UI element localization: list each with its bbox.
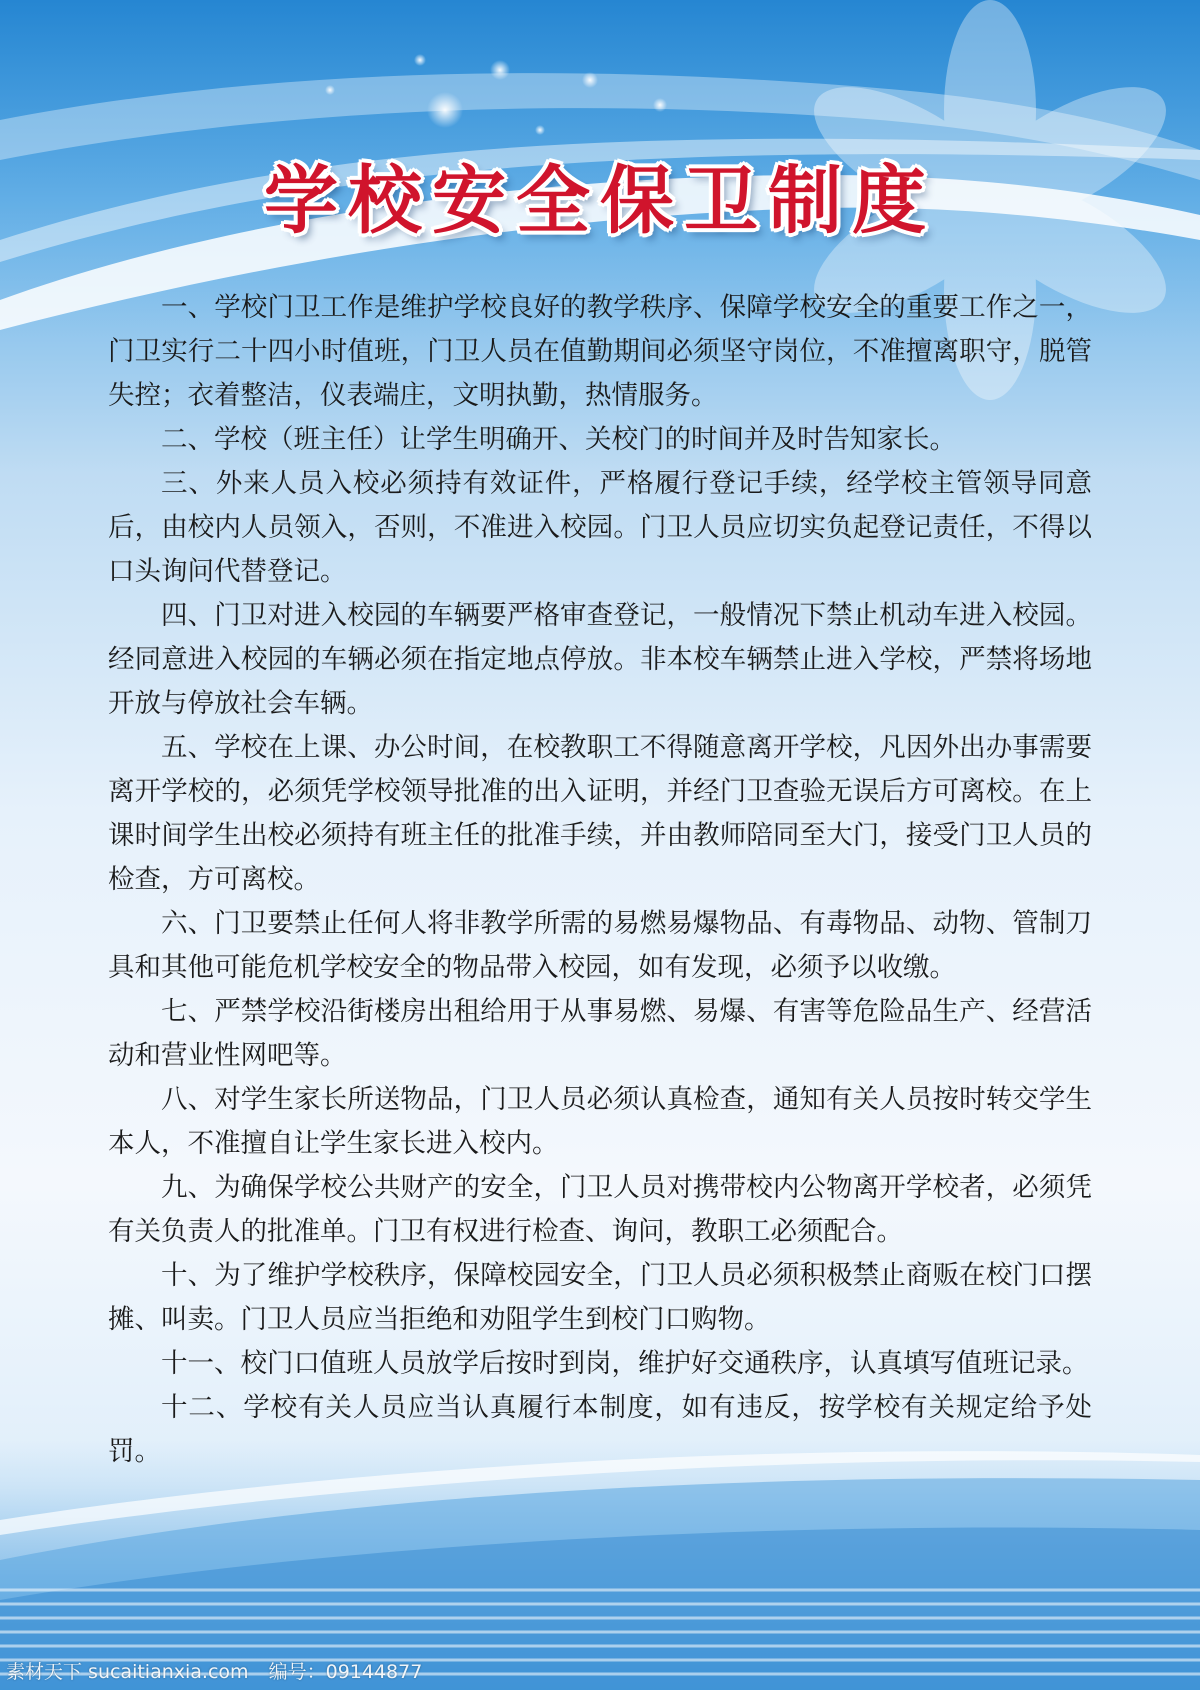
page-title: 学校安全保卫制度 [264, 158, 936, 244]
watermark-code: 编号：09144877 [268, 1661, 423, 1683]
regulation-body [108, 286, 1092, 1474]
regulation-item-1: 一、学校门卫工作是维护学校良好的教学秩序、保障学校安全的重要工作之一，门卫实行二十四小时值班，门卫人员在值勤期间必须坚守岗位，不准擅离职守，脱管失控；衣着整洁，仪表端庄，文明执勤，热情服务。 [108, 292, 1092, 411]
regulation-item-12: 十二、学校有关人员应当认真履行本制度，如有违反，按学校有关规定给予处罚。 [108, 1392, 1092, 1467]
watermark [6, 1657, 436, 1684]
regulation-item-4: 四、门卫对进入校园的车辆要严格审查登记，一般情况下禁止机动车进入校园。经同意进入校园的车辆必须在指定地点停放。非本校车辆禁止进入学校，严禁将场地开放与停放社会车辆。 [108, 600, 1092, 719]
regulation-item-8: 八、对学生家长所送物品，门卫人员必须认真检查，通知有关人员按时转交学生本人，不准擅自让学生家长进入校内。 [108, 1084, 1092, 1159]
regulation-item-2: 二、学校（班主任）让学生明确开、关校门的时间并及时告知家长。 [161, 424, 956, 455]
regulation-item-9: 九、为确保学校公共财产的安全，门卫人员对携带校内公物离开学校者，必须凭有关负责人的批准单。门卫有权进行检查、询问，教职工必须配合。 [108, 1172, 1092, 1247]
regulation-item-10: 十、为了维护学校秩序，保障校园安全，门卫人员必须积极禁止商贩在校门口摆摊、叫卖。门卫人员应当拒绝和劝阻学生到校门口购物。 [108, 1260, 1092, 1335]
watermark-site: 素材天下 sucaitianxia.com [6, 1661, 249, 1683]
regulation-item-5: 五、学校在上课、办公时间，在校教职工不得随意离开学校，凡因外出办事需要离开学校的，必须凭学校领导批准的出入证明，并经门卫查验无误后方可离校。在上课时间学生出校必须持有班主任的批准手续，并由教师陪同至大门，接受门卫人员的检查，方可离校。 [108, 732, 1092, 895]
regulation-item-11: 十一、校门口值班人员放学后按时到岗，维护好交通秩序，认真填写值班记录。 [161, 1348, 1089, 1379]
regulation-item-7: 七、严禁学校沿街楼房出租给用于从事易燃、易爆、有害等危险品生产、经营活动和营业性网吧等。 [108, 996, 1092, 1071]
regulation-item-6: 六、门卫要禁止任何人将非教学所需的易燃易爆物品、有毒物品、动物、管制刀具和其他可能危机学校安全的物品带入校园，如有发现，必须予以收缴。 [108, 908, 1092, 983]
regulation-item-3: 三、外来人员入校必须持有效证件，严格履行登记手续，经学校主管领导同意后，由校内人员领入，否则，不准进入校园。门卫人员应切实负起登记责任，不得以口头询问代替登记。 [108, 468, 1092, 587]
